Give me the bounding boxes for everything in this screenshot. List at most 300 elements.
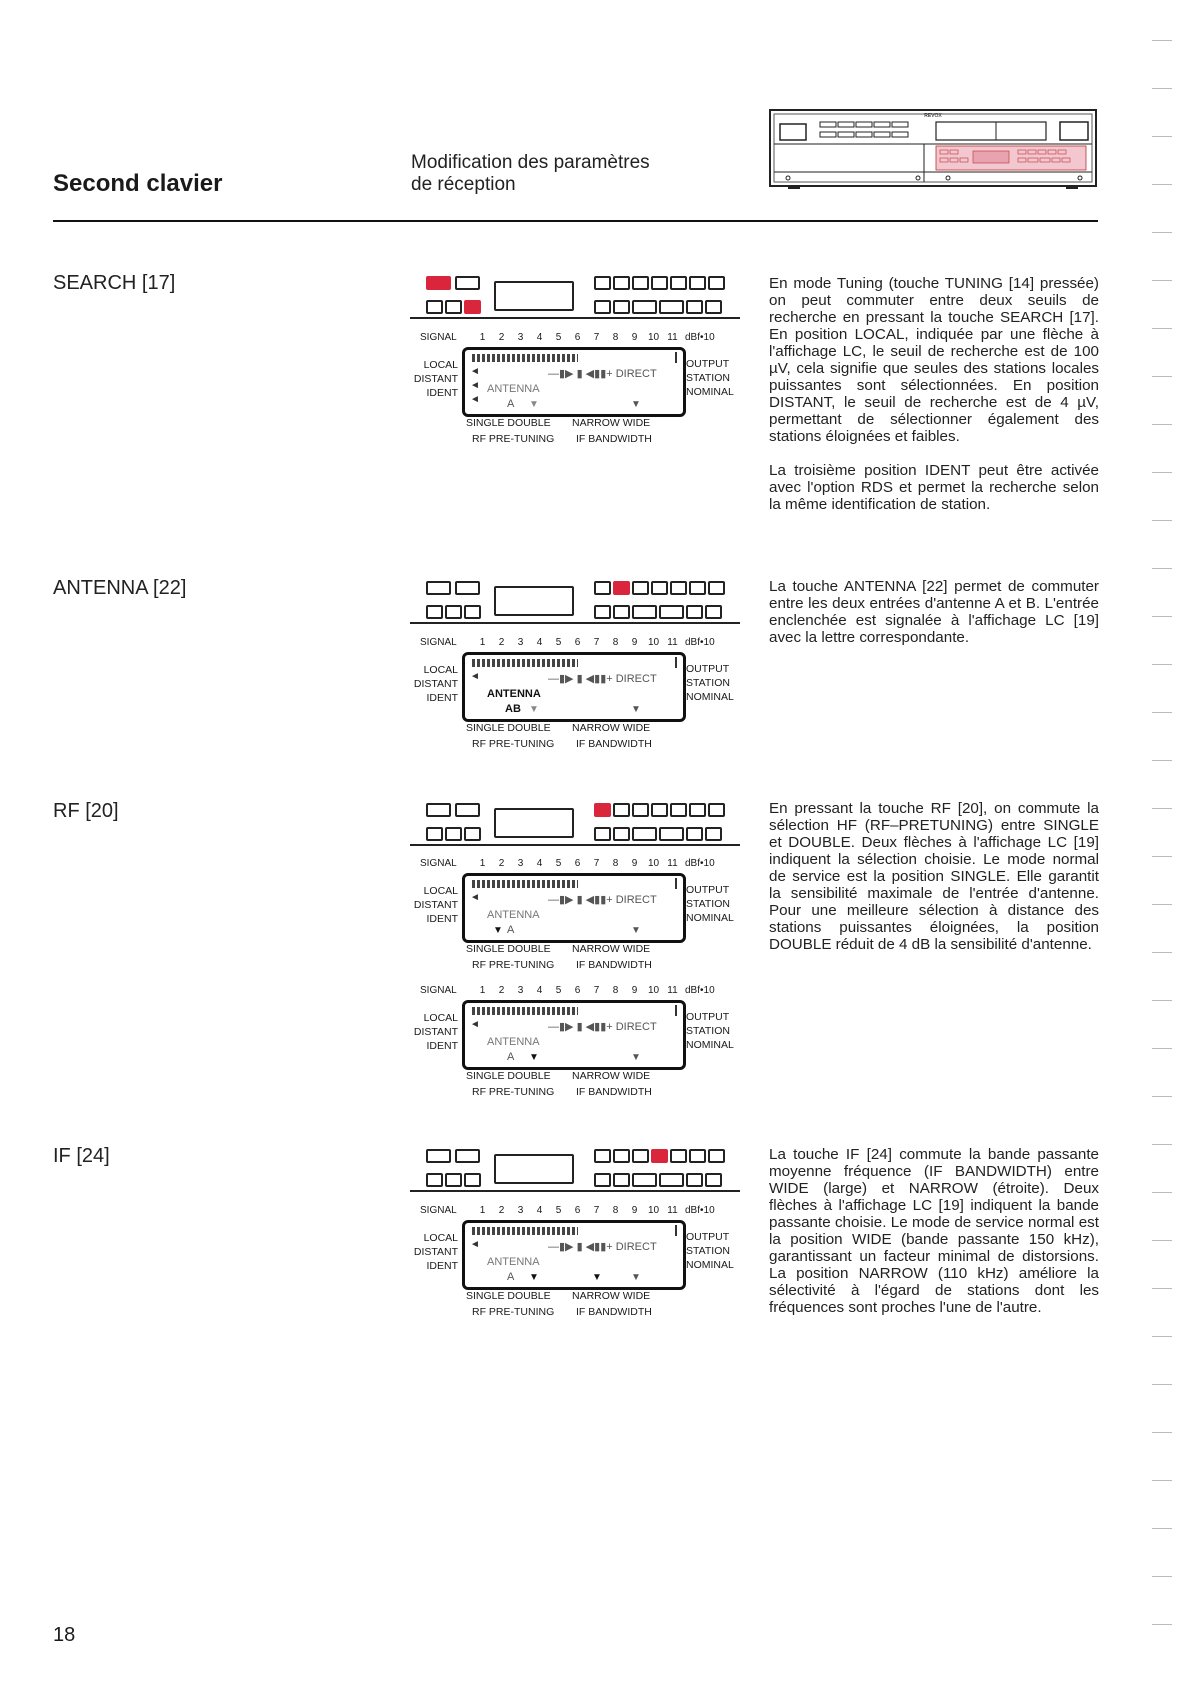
signal-meter-bar	[472, 1007, 578, 1015]
scale-tick-label: 3	[517, 1205, 524, 1216]
right-key	[670, 276, 687, 290]
scale-tick-label: 5	[555, 332, 562, 343]
antenna-label: ANTENNA	[487, 688, 541, 700]
meter-end-mark	[675, 1225, 677, 1236]
right-key	[632, 605, 657, 619]
right-key	[670, 581, 687, 595]
margin-tick	[1152, 1576, 1172, 1577]
left-key	[464, 1173, 481, 1187]
scale-tick-label: 3	[517, 637, 524, 648]
signal-meter-bar	[472, 659, 578, 667]
single-double-label: SINGLE DOUBLE	[466, 1070, 551, 1082]
ident-label: IDENT	[426, 692, 458, 704]
margin-tick	[1152, 1144, 1172, 1145]
double-arrow-icon: ▼	[529, 1272, 539, 1283]
wide-arrow-icon: ▼	[631, 1272, 641, 1283]
right-key	[689, 276, 706, 290]
scale-tick-label: 7	[593, 332, 600, 343]
margin-tick	[1152, 952, 1172, 953]
scale-tick-label: 4	[536, 858, 543, 869]
right-key	[651, 581, 668, 595]
margin-tick	[1152, 856, 1172, 857]
left-key	[426, 300, 443, 314]
left-arrow-icon: ◄	[470, 394, 480, 405]
right-key	[686, 1173, 703, 1187]
scale-tick-label: 6	[574, 858, 581, 869]
scale-tick-label: 8	[612, 332, 619, 343]
right-key-active	[613, 581, 630, 595]
dbf-label: dBf•10	[685, 1205, 715, 1216]
arrow-icons: —▮▶ ▮ ◀▮▮	[548, 368, 607, 380]
scale-tick-label: 11	[667, 985, 678, 996]
meter-end-mark	[675, 352, 677, 363]
rf-pretuning-label: RF PRE-TUNING	[472, 1306, 555, 1318]
left-key	[445, 300, 462, 314]
scale-tick-label: 6	[574, 985, 581, 996]
left-arrow-icon: ◄	[470, 671, 480, 682]
margin-tick	[1152, 184, 1172, 185]
section-text-antenna	[769, 578, 1099, 663]
lcd-display-rf-double	[410, 985, 740, 1105]
right-key	[613, 803, 630, 817]
distant-label: DISTANT	[413, 1026, 458, 1038]
left-key	[464, 827, 481, 841]
ident-label: IDENT	[426, 1260, 458, 1272]
right-key	[670, 803, 687, 817]
distant-label: DISTANT	[413, 899, 458, 911]
signal-label: SIGNAL	[420, 1205, 457, 1216]
distant-label: DISTANT	[413, 678, 458, 690]
scale-tick-label: 7	[593, 985, 600, 996]
right-key	[613, 1173, 630, 1187]
right-key	[594, 300, 611, 314]
margin-tick	[1152, 232, 1172, 233]
wide-arrow-icon: ▼	[631, 704, 641, 715]
right-key	[594, 581, 611, 595]
scale-tick-label: 7	[593, 637, 600, 648]
scale-tick-label: 8	[612, 1205, 619, 1216]
antenna-label: ANTENNA	[487, 1256, 540, 1268]
left-key	[426, 605, 443, 619]
scale-tick-label: 7	[593, 858, 600, 869]
right-key	[705, 605, 722, 619]
frequency-window	[494, 281, 574, 311]
scale-tick-label: 6	[574, 637, 581, 648]
left-key	[455, 581, 480, 595]
scale-tick-label: 1	[479, 1205, 486, 1216]
margin-tick	[1152, 1432, 1172, 1433]
ident-label: IDENT	[426, 1040, 458, 1052]
local-label: LOCAL	[423, 664, 458, 676]
scale-tick-label: 3	[517, 985, 524, 996]
left-key	[426, 1149, 451, 1163]
margin-tick	[1152, 136, 1172, 137]
right-key-active	[594, 803, 611, 817]
scale-tick-label: 9	[631, 858, 638, 869]
nominal-label: NOMINAL	[686, 912, 734, 924]
signal-scale	[473, 637, 682, 648]
right-key	[651, 803, 668, 817]
left-key	[445, 605, 462, 619]
narrow-wide-label: NARROW WIDE	[572, 417, 651, 429]
right-key	[708, 276, 725, 290]
left-arrow-icon: ◄	[470, 380, 480, 391]
signal-label: SIGNAL	[420, 985, 457, 996]
scale-tick-label: 1	[479, 637, 486, 648]
lcd-display-rf-single	[410, 858, 740, 978]
scale-tick-label: 11	[667, 332, 678, 343]
narrow-wide-label: NARROW WIDE	[572, 943, 651, 955]
mode-arrows	[548, 367, 657, 380]
output-label: OUTPUT	[686, 1011, 730, 1023]
lcd-screen	[462, 347, 686, 417]
right-key	[686, 300, 703, 314]
lcd-display-search	[410, 332, 740, 452]
margin-tick	[1152, 1384, 1172, 1385]
paragraph: La troisième position IDENT peut être activée avec l'option RDS et permet la recherche selon la même identification de station.	[769, 462, 1099, 513]
right-key	[689, 1149, 706, 1163]
local-label: LOCAL	[423, 359, 458, 371]
section-label-search: SEARCH [17]	[53, 272, 176, 294]
scale-tick-label: 11	[667, 1205, 678, 1216]
right-key	[705, 827, 722, 841]
left-arrow-icon: ◄	[470, 1239, 480, 1250]
rf-pretuning-label: RF PRE-TUNING	[472, 1086, 555, 1098]
margin-tick	[1152, 808, 1172, 809]
scale-tick-label: 10	[647, 332, 660, 343]
direct-label: + DIRECT	[606, 1021, 657, 1033]
right-key	[632, 300, 657, 314]
margin-tick	[1152, 568, 1172, 569]
margin-tick	[1152, 328, 1172, 329]
arrow-icons: —▮▶ ▮ ◀▮▮	[548, 673, 607, 685]
margin-tick	[1152, 1000, 1172, 1001]
right-key-active	[651, 1149, 668, 1163]
antenna-label: ANTENNA	[487, 1036, 540, 1048]
section-text-if	[769, 1146, 1099, 1333]
down-arrow-icon: ▼	[529, 704, 539, 715]
scale-tick-label: 10	[647, 1205, 660, 1216]
signal-label: SIGNAL	[420, 332, 457, 343]
right-key	[613, 605, 630, 619]
scale-tick-label: 10	[647, 985, 660, 996]
right-key	[632, 1149, 649, 1163]
margin-tick	[1152, 1288, 1172, 1289]
margin-tick	[1152, 280, 1172, 281]
page-number: 18	[53, 1624, 76, 1646]
wide-arrow-icon: ▼	[631, 925, 641, 936]
margin-tick	[1152, 1528, 1172, 1529]
right-key	[632, 581, 649, 595]
scale-tick-label: 5	[555, 637, 562, 648]
margin-tick	[1152, 1240, 1172, 1241]
direct-label: + DIRECT	[606, 1241, 657, 1253]
scale-tick-label: 6	[574, 1205, 581, 1216]
signal-label: SIGNAL	[420, 858, 457, 869]
meter-end-mark	[675, 1005, 677, 1016]
local-label: LOCAL	[423, 1012, 458, 1024]
signal-scale	[473, 858, 682, 869]
local-label: LOCAL	[423, 885, 458, 897]
margin-tick	[1152, 664, 1172, 665]
page-subtitle	[411, 152, 650, 196]
rf-pretuning-label: RF PRE-TUNING	[472, 959, 555, 971]
divider-line	[410, 844, 740, 846]
scale-tick-label: 9	[631, 985, 638, 996]
if-bandwidth-label: IF BANDWIDTH	[576, 1086, 652, 1098]
device-brand: REVOX	[924, 113, 942, 119]
signal-scale	[473, 985, 682, 996]
right-key	[686, 827, 703, 841]
right-key	[705, 300, 722, 314]
output-label: OUTPUT	[686, 1231, 730, 1243]
margin-tick	[1152, 1480, 1172, 1481]
right-key	[594, 605, 611, 619]
down-arrow-icon: ▼	[529, 399, 539, 410]
if-bandwidth-label: IF BANDWIDTH	[576, 738, 652, 750]
right-key	[708, 803, 725, 817]
dbf-label: dBf•10	[685, 858, 715, 869]
single-double-label: SINGLE DOUBLE	[466, 943, 551, 955]
lcd-screen	[462, 1000, 686, 1070]
margin-tick	[1152, 88, 1172, 89]
single-arrow-icon: ▼	[493, 925, 503, 936]
scale-tick-label: 9	[631, 332, 638, 343]
scale-tick-label: 5	[555, 858, 562, 869]
single-double-label: SINGLE DOUBLE	[466, 722, 551, 734]
station-label: STATION	[686, 372, 730, 384]
if-bandwidth-label: IF BANDWIDTH	[576, 1306, 652, 1318]
scale-tick-label: 2	[498, 985, 505, 996]
right-key	[689, 581, 706, 595]
left-key	[455, 1149, 480, 1163]
right-key	[686, 605, 703, 619]
lcd-screen	[462, 652, 686, 722]
margin-tick	[1152, 40, 1172, 41]
scale-tick-label: 6	[574, 332, 581, 343]
signal-scale	[473, 1205, 682, 1216]
right-key	[613, 827, 630, 841]
local-label: LOCAL	[423, 1232, 458, 1244]
scale-tick-label: 5	[555, 985, 562, 996]
lcd-display-antenna	[410, 637, 740, 757]
section-label-if: IF [24]	[53, 1145, 110, 1167]
right-key	[659, 1173, 684, 1187]
margin-tick	[1152, 1336, 1172, 1337]
signal-meter-bar	[472, 880, 578, 888]
paragraph: La touche ANTENNA [22] permet de commuter entre les deux entrées d'antenne A et B. L'entrée enclenchée est signalée à l'affichage LC [19] avec la lettre correspondante.	[769, 578, 1099, 646]
right-key	[613, 276, 630, 290]
right-key	[594, 827, 611, 841]
nominal-label: NOMINAL	[686, 1039, 734, 1051]
left-arrow-icon: ◄	[470, 892, 480, 903]
right-key	[594, 276, 611, 290]
antenna-letter: A	[507, 1271, 515, 1283]
left-key	[455, 276, 480, 290]
station-label: STATION	[686, 677, 730, 689]
wide-arrow-icon: ▼	[631, 399, 641, 410]
left-key-active	[464, 300, 481, 314]
right-key	[632, 827, 657, 841]
page-title: Second clavier	[53, 170, 223, 197]
antenna-letter: AB	[505, 703, 521, 715]
distant-label: DISTANT	[413, 373, 458, 385]
section-text-rf	[769, 800, 1099, 970]
left-key	[426, 803, 451, 817]
station-label: STATION	[686, 1245, 730, 1257]
frequency-window	[494, 808, 574, 838]
ident-label: IDENT	[426, 387, 458, 399]
arrow-icons: —▮▶ ▮ ◀▮▮	[548, 1241, 607, 1253]
double-arrow-icon: ▼	[529, 1052, 539, 1063]
margin-tick	[1152, 712, 1172, 713]
arrow-icons: —▮▶ ▮ ◀▮▮	[548, 1021, 607, 1033]
left-key	[426, 581, 451, 595]
scale-tick-label: 3	[517, 332, 524, 343]
scale-tick-label: 4	[536, 332, 543, 343]
margin-tick-marks	[1152, 40, 1174, 1640]
divider-line	[410, 622, 740, 624]
margin-tick	[1152, 616, 1172, 617]
left-key	[426, 1173, 443, 1187]
scale-tick-label: 4	[536, 1205, 543, 1216]
output-label: OUTPUT	[686, 358, 730, 370]
scale-tick-label: 3	[517, 858, 524, 869]
right-key	[659, 605, 684, 619]
scale-tick-label: 7	[593, 1205, 600, 1216]
scale-tick-label: 9	[631, 1205, 638, 1216]
antenna-label: ANTENNA	[487, 383, 540, 395]
left-arrow-icon: ◄	[470, 366, 480, 377]
tuner-device-illustration	[768, 108, 1098, 190]
section-label-rf: RF [20]	[53, 800, 119, 822]
frequency-window	[494, 1154, 574, 1184]
single-double-label: SINGLE DOUBLE	[466, 1290, 551, 1302]
ident-label: IDENT	[426, 913, 458, 925]
scale-tick-label: 2	[498, 858, 505, 869]
right-key	[689, 803, 706, 817]
right-key	[659, 827, 684, 841]
station-label: STATION	[686, 1025, 730, 1037]
scale-tick-label: 10	[647, 858, 660, 869]
scale-tick-label: 4	[536, 637, 543, 648]
narrow-wide-label: NARROW WIDE	[572, 1070, 651, 1082]
scale-tick-label: 2	[498, 332, 505, 343]
search-key	[426, 276, 451, 290]
scale-tick-label: 10	[647, 637, 660, 648]
narrow-wide-label: NARROW WIDE	[572, 722, 651, 734]
distant-label: DISTANT	[413, 1246, 458, 1258]
narrow-wide-label: NARROW WIDE	[572, 1290, 651, 1302]
margin-tick	[1152, 1048, 1172, 1049]
left-key	[455, 803, 480, 817]
section-label-antenna: ANTENNA [22]	[53, 577, 187, 599]
scale-tick-label: 9	[631, 637, 638, 648]
meter-end-mark	[675, 657, 677, 668]
direct-label: + DIRECT	[606, 673, 657, 685]
antenna-letter: A	[507, 924, 515, 936]
right-key	[594, 1149, 611, 1163]
section-text-search	[769, 275, 1099, 530]
scale-tick-label: 8	[612, 858, 619, 869]
frequency-window	[494, 586, 574, 616]
dbf-label: dBf•10	[685, 637, 715, 648]
paragraph: En mode Tuning (touche TUNING [14] pressée) on peut commuter entre deux seuils de recherche en pressant la touche SEARCH [17]. En position LOCAL, indiquée par une flèche à l'affichage LC, le seuil de recherche est de 100 µV, cela signifie que seules des stations locales puissantes sont sélectionnées. En position DISTANT, le seuil de recherche est de 4 µV, permettant de sélectionner également des stations éloignées et faibles.	[769, 275, 1099, 445]
output-label: OUTPUT	[686, 884, 730, 896]
if-bandwidth-label: IF BANDWIDTH	[576, 433, 652, 445]
left-key	[445, 1173, 462, 1187]
scale-tick-label: 8	[612, 637, 619, 648]
mode-arrows	[548, 893, 657, 906]
nominal-label: NOMINAL	[686, 1259, 734, 1271]
antenna-letter: A	[507, 1051, 515, 1063]
right-key	[613, 1149, 630, 1163]
antenna-letter: A	[507, 398, 515, 410]
wide-arrow-icon: ▼	[631, 1052, 641, 1063]
signal-scale	[473, 332, 682, 343]
signal-meter-bar	[472, 354, 578, 362]
scale-tick-label: 4	[536, 985, 543, 996]
direct-label: + DIRECT	[606, 368, 657, 380]
nominal-label: NOMINAL	[686, 386, 734, 398]
right-key	[659, 300, 684, 314]
margin-tick	[1152, 760, 1172, 761]
station-label: STATION	[686, 898, 730, 910]
right-key	[632, 803, 649, 817]
scale-tick-label: 2	[498, 637, 505, 648]
output-label: OUTPUT	[686, 663, 730, 675]
left-arrow-icon: ◄	[470, 1019, 480, 1030]
signal-label: SIGNAL	[420, 637, 457, 648]
margin-tick	[1152, 904, 1172, 905]
left-key	[445, 827, 462, 841]
mode-arrows	[548, 672, 657, 685]
lcd-display-if	[410, 1205, 740, 1325]
scale-tick-label: 11	[667, 858, 678, 869]
lcd-screen	[462, 1220, 686, 1290]
margin-tick	[1152, 424, 1172, 425]
scale-tick-label: 8	[612, 985, 619, 996]
dbf-label: dBf•10	[685, 985, 715, 996]
paragraph: En pressant la touche RF [20], on commute la sélection HF (RF–PRETUNING) entre SINGLE et DOUBLE. Deux flèches à l'affichage LC [19] indiquent la sélection choisie. Le mode normal de service est la position SINGLE. Elle garantit la sensibilité maximale de l'entrée d'antenne. Pour une meilleure sélection à distance des stations puissantes éloignées, la position DOUBLE réduit de 4 dB la sensibilité d'antenne.	[769, 800, 1099, 953]
arrow-icons: —▮▶ ▮ ◀▮▮	[548, 894, 607, 906]
scale-tick-label: 1	[479, 858, 486, 869]
subtitle-line-2: de réception	[411, 174, 516, 195]
scale-tick-label: 2	[498, 1205, 505, 1216]
scale-tick-label: 1	[479, 332, 486, 343]
subtitle-line-1: Modification des paramètres	[411, 152, 650, 173]
nominal-label: NOMINAL	[686, 691, 734, 703]
rf-pretuning-label: RF PRE-TUNING	[472, 433, 555, 445]
rf-pretuning-label: RF PRE-TUNING	[472, 738, 555, 750]
paragraph: La touche IF [24] commute la bande passante moyenne fréquence (IF BANDWIDTH) entre WIDE (large) et NARROW (étroite). Deux flèches à l'affichage LC [19] indiquent la bande passante choisie. Le mode de service normal est la position WIDE (bande passante 150 kHz), garantissant un facteur minimal de distorsions. La position NARROW (110 kHz) améliore la sélectivité à l'égard de stations dont les fréquences sont proches l'une de l'autre.	[769, 1146, 1099, 1316]
divider-line	[410, 317, 740, 319]
right-key	[613, 300, 630, 314]
right-key	[708, 581, 725, 595]
right-key	[705, 1173, 722, 1187]
if-bandwidth-label: IF BANDWIDTH	[576, 959, 652, 971]
divider-line	[410, 1190, 740, 1192]
right-key	[651, 276, 668, 290]
narrow-arrow-icon: ▼	[592, 1272, 602, 1283]
scale-tick-label: 1	[479, 985, 486, 996]
left-key	[426, 827, 443, 841]
scale-tick-label: 5	[555, 1205, 562, 1216]
right-key	[632, 1173, 657, 1187]
right-key	[708, 1149, 725, 1163]
header-rule	[53, 220, 1098, 222]
single-double-label: SINGLE DOUBLE	[466, 417, 551, 429]
